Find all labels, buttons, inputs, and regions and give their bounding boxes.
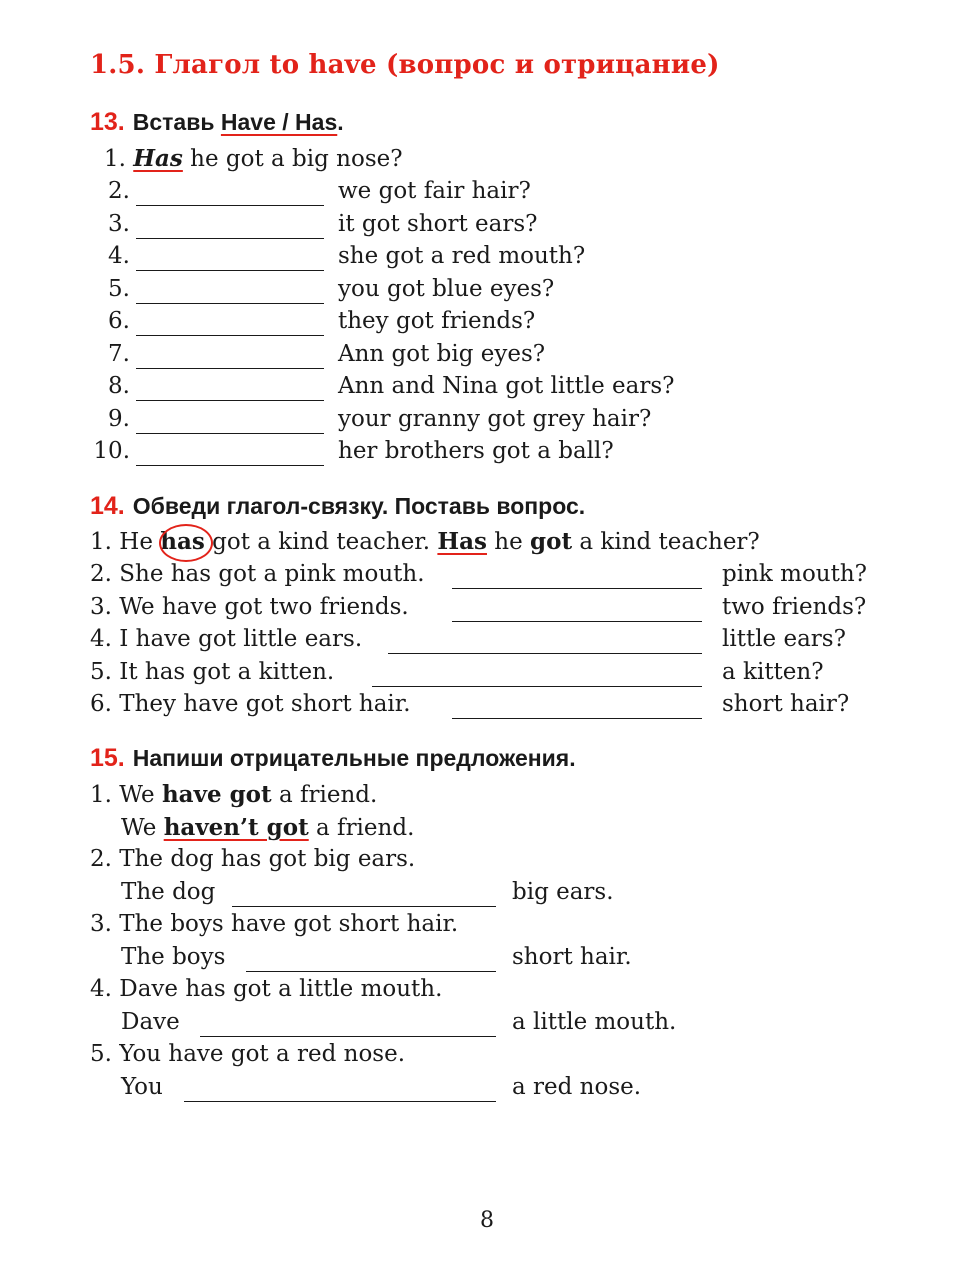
exercise-15-end: a little mouth. [512, 1009, 677, 1035]
exercise-15-subject: The boys [121, 944, 226, 970]
exercise-13-item-text: Ann got big eyes? [338, 340, 546, 367]
exercise-15-subject: You [121, 1074, 163, 1100]
question-blank[interactable] [452, 621, 702, 622]
exercise-13-item-text: you got blue eyes? [338, 275, 555, 302]
exercise-14-heading [90, 492, 585, 521]
exercise-13-item-text: Ann and Nina got little ears? [338, 373, 675, 399]
example-answer: Has [133, 145, 183, 172]
exercise-13-number: 13. [90, 108, 125, 136]
answer-blank[interactable] [136, 433, 324, 434]
answer-blank[interactable] [136, 270, 324, 271]
answer-blank[interactable] [136, 465, 324, 466]
exercise-14-statement: 4. I have got little ears. [90, 626, 363, 652]
exercise-15-example-line1: 1. We have got a friend. [90, 781, 378, 808]
exercise-15-example-line2: We haven’t got a friend. [121, 814, 415, 841]
exercise-13-item-number: 5. [108, 275, 130, 302]
exercise-15-subject: The dog [121, 879, 216, 905]
negative-blank[interactable] [232, 906, 496, 907]
answer-blank[interactable] [136, 238, 324, 239]
question-blank[interactable] [452, 718, 702, 719]
exercise-15-statement: 3. The boys have got short hair. [90, 911, 459, 937]
exercise-14-statement: 6. They have got short hair. [90, 691, 411, 717]
exercise-14-number: 14. [90, 492, 125, 520]
page-title: 1.5. Глагол to have (вопрос и отрицание) [90, 50, 720, 80]
exercise-13-item-text: she got a red mouth? [338, 243, 586, 269]
exercise-15-end: a red nose. [512, 1074, 642, 1100]
exercise-13-item-text: your granny got grey hair? [338, 405, 652, 432]
exercise-13-key-words: Have / Has [220, 109, 338, 135]
exercise-13-item-number: 4. [108, 243, 130, 269]
exercise-14-question-end: two friends? [722, 593, 867, 620]
answer-blank[interactable] [136, 303, 324, 304]
exercise-13-item-number: 2. [108, 178, 130, 204]
exercise-13-item-number: 6. [108, 308, 130, 334]
negative-blank[interactable] [200, 1036, 496, 1037]
exercise-15-heading [90, 744, 576, 773]
exercise-13-item-text: we got fair hair? [338, 178, 531, 204]
negative-blank[interactable] [246, 971, 496, 972]
question-blank[interactable] [452, 588, 702, 589]
exercise-15-subject: Dave [121, 1009, 180, 1035]
exercise-15-statement: 5. You have got a red nose. [90, 1041, 406, 1067]
answer-blank[interactable] [136, 335, 324, 336]
exercise-15-end: short hair. [512, 944, 632, 970]
exercise-15-instruction: Напиши отрицательные предложения. [132, 745, 576, 771]
exercise-13-item-text: they got friends? [338, 308, 536, 334]
exercise-15-statement: 4. Dave has got a little mouth. [90, 976, 443, 1002]
exercise-14-instruction: Обведи глагол-связку. Поставь вопрос. [132, 493, 586, 519]
exercise-15-statement: 2. The dog has got big ears. [90, 846, 416, 872]
exercise-14-question-end: pink mouth? [722, 561, 867, 587]
exercise-14-question-end: short hair? [722, 691, 850, 717]
exercise-13-item-text: it got short ears? [338, 210, 538, 237]
circled-verb: has [160, 528, 205, 555]
red-circle-mark [159, 524, 213, 562]
exercise-14-statement: 3. We have got two friends. [90, 593, 409, 620]
exercise-14-statement: 5. It has got a kitten. [90, 658, 335, 685]
exercise-14-statement: 2. She has got a pink mouth. [90, 561, 425, 587]
exercise-13-item-number: 7. [108, 340, 130, 367]
exercise-13-item-number: 8. [108, 373, 130, 399]
exercise-13-item-number: 3. [108, 210, 130, 237]
negative-blank[interactable] [184, 1101, 496, 1102]
exercise-13-item-number: 10. [93, 438, 130, 464]
question-verb: Has [437, 528, 487, 555]
exercise-15-number: 15. [90, 744, 125, 772]
exercise-14-example: 1. He has got a kind teacher. Has he got a kind teacher? [90, 528, 760, 555]
exercise-13-example: 1. Has he got a big nose? [104, 145, 403, 172]
page-number: 8 [480, 1208, 494, 1233]
exercise-13-heading: 13. Вставь Have / Has. [90, 108, 344, 136]
example-negative-answer: haven’t got [163, 814, 309, 841]
question-blank[interactable] [388, 653, 702, 654]
exercise-13-item-text: her brothers got a ball? [338, 438, 614, 464]
answer-blank[interactable] [136, 205, 324, 206]
answer-blank[interactable] [136, 368, 324, 369]
exercise-14-question-end: little ears? [722, 626, 846, 652]
exercise-14-question-end: a kitten? [722, 658, 824, 685]
question-blank[interactable] [372, 686, 702, 687]
answer-blank[interactable] [136, 400, 324, 401]
exercise-13-instruction: Вставь [132, 109, 221, 135]
exercise-13-item-number: 9. [108, 405, 130, 432]
exercise-15-end: big ears. [512, 879, 614, 905]
